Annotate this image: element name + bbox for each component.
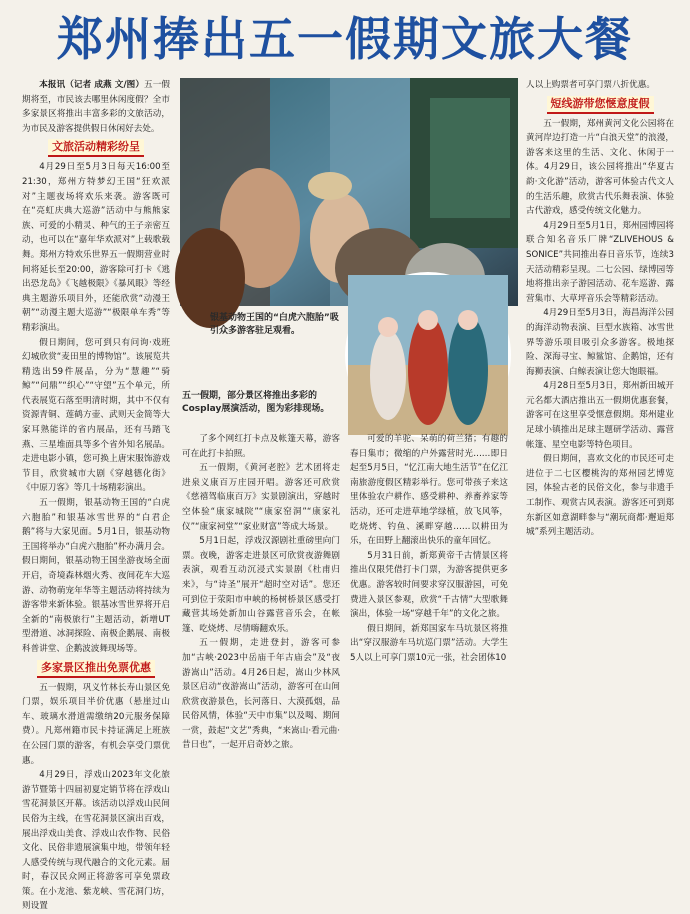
paragraph: 4月28日至5月3日，郑州新田城开元名都大酒店推出五一假期优惠套餐，游客可在这里享受惬意假期。郑州建业足球小镇推出足球主题研学活动、露营帐篷、星空电影等特色项目。 (526, 381, 674, 450)
lead-text: 五一假期将至，市民该去哪里休闲度假？全市多家景区将推出丰富多彩的文旅活动，为市民及游客提供假日休闲好去处。 (22, 80, 170, 134)
paragraph: 可爱的羊驼、呆萌的荷兰猪；有趣的春日集市；微缩的户外露营时光……即日起至5月5日，“忆江南大地生活节”在亿江南旅游度假区精彩举行。您可带孩子来这里体验农户耕作、感受耕种、养畜养家等活动，还可走进草地学绿植，放飞风筝，吃烧烤、钓鱼、溪畔穿越……以耕田为乐，在田野上翻滚出快乐的童年回忆。 (350, 434, 508, 547)
column-2 (182, 432, 340, 751)
paragraph: 假日期间，喜欢文化的市民还可走进位于二七区樱桃沟的郑州园艺博览园，体验古老的民俗文化，参与非遗手工制作、观赏古风表演。游客还可到郑东新区如意湖畔参与“潮玩商都·邂逅郑城”系列主题活动。 (526, 454, 674, 538)
paragraph: 4月29日至5月3日每天16:00至21:30，郑州方特梦幻王国“狂欢派对”主题夜场将欢乐来袭。游客既可在“亮虹庆典大巡游”活动中与熊熊家族、可爱的小精灵、种气的王子亲密互动，也可以在“嘉年华欢派对”上载歌载舞。郑州方特欢乐世界五一假期营业时间将延长至20:00，游客除可打卡《逃出恐龙岛》《飞越极限》《暴风眼》等经典主题游乐项目外，还能欣赏“动漫王朝”“动漫主题大巡游”“极限单车秀”等精彩演出。 (22, 162, 170, 333)
photo-zoo-caption: 银基动物王国的“白虎六胞胎”吸引众多游客驻足观看。 (210, 313, 339, 336)
paragraph: 人以上购票者可享门票八折优惠。 (526, 80, 655, 90)
photo-zoo-visitors (180, 78, 518, 306)
paragraph: 4月29日，浮戏山2023年文化旅游节暨第十四届初夏定销节将在浮戏山雪花洞景区开幕。该活动以浮戏山民间民俗为主线，在雪花洞景区演出百戏，展出浮戏山美食、浮戏山农作物、民俗文化、民俗非遗展演集中地，带领年轻人感受传统与现代融合的文化元素。届时，春汉民众网正将游客可享免票政策。在小龙池、紫龙峡、雪花洞门坊，则设置 (22, 770, 170, 912)
paragraph: 假日期间，新郑国家车马坑景区将推出“穿汉服游车马坑巡门票”活动。大学生5人以上可享门票10元一张，社会团体10 (350, 623, 508, 663)
paragraph: 五一假期，巩义竹林长寿山景区免门票，娱乐项目半价优惠（悬崖过山车、玻璃水滑道需缴纳20元服务保障费）。凡郑州籍市民卡持证满足上班族在公园门票的游客，有机会享受门票优惠。 (22, 682, 170, 766)
lead-paragraph (22, 78, 170, 136)
headline-block (0, 0, 690, 72)
photo-zoo-visitors-image (180, 78, 518, 306)
paragraph: 假日期间，您可到只有问询·戏班幻城欣赏“麦田里的博物馆”。该展览共精选出59件展品，分为“慧趣”“骑鲸”“问鼎”“织心”“守望”五个单元，所代表展览石落至明清时期，其中不仅有资源青铜、莲鹤方壶、武则天金简等大家耳熟能详的省内展品，还有马踏飞燕、三星堆面具等多个省外知名展品。走进电影小镇，您可换上唐宋服饰游戏节目，欣赏城市大剧《穿越德化街》《中原刀客》等几十场精彩演出。 (22, 337, 170, 494)
paragraph: 五一假期，走进登封，游客可参加“古峡·2023中岳庙千年古庙会”及“夜游嵩山”活动。4月26日起，嵩山少林风景区启动“夜游嵩山”活动，游客可在山间欣赏夜游景色，长河落日、大漠孤烟，品民俗风情，体验“天中市集”以及喝、期间一赏，鼓起“文艺”秀典，“来嵩山·看元曲·昔日也”，一起开启奇妙之旅。 (182, 638, 340, 751)
paragraph: 五一假期，郑州黄河文化公园将在黄河岸边打造一片“白浪天堂”的浪漫，游客来这里的生活、文化、休闲于一体。4月29日，该公园将推出“华夏古韵·文化游”活动，游客可体验古代文人的生活乐趣，欣赏古代乐舞表演、体验古代游戏，感受传统文化魅力。 (526, 118, 674, 217)
paragraph: 了多个网红打卡点及帐篷天幕，游客可在此打卡拍照。 (182, 434, 340, 459)
paragraph: 4月29日至5月1日，郑州园博园将联合知名音乐厂牌“ZLIVEHOUS & SONICE”共同推出春日音乐节，连续3天活动精彩呈现。二七公园、绿博园等地将推出亲子游园活动、花车巡游、露营集市、大草坪音乐会等精彩活动。 (526, 220, 674, 304)
paragraph: 5月1日起，浮戏汉源剧社重磅里向门票。夜晚，游客走进景区可欣赏夜游舞剧表演，观看互动沉浸式实景剧《杜甫归来》，与“诗圣”展开“超时空对话”。您还可到位于荥阳市申峡的杨树桥景区感受打藏营其场处新加山谷露营音乐会，在帐篷、吃烧烤、尽情嗨翻欢乐。 (182, 536, 340, 634)
headline: 郑州捧出五一假期文旅大餐 (57, 12, 633, 66)
column-1 (22, 78, 170, 912)
subhead-free-tickets-text: 多家景区推出免票优惠 (37, 660, 155, 678)
column-3 (350, 432, 508, 690)
photo-cosplay-caption: 五一假期，部分景区将推出多彩的Cosplay展演活动，图为彩排现场。 (182, 391, 330, 414)
photo-cosplay (345, 272, 511, 438)
subhead-short-trips (526, 96, 674, 114)
paragraph: 4月29日至5月3日，海昌海洋公园的海洋动物表演、巨型水族箱、冰雪世界等游乐项目吸引众多游客。极地探险、深海寻宝、鲸鲨馆、企鹅馆，还有海狮表演、白鲸表演让您大饱眼福。 (526, 308, 674, 377)
paragraph: 五一假期，《黄河老腔》艺术团将走进泉义康百万庄园开唱。游客还可欣赏《慈禧驾临康百万》实景剧演出，穿越时空体验“康家城院”“康家窑洞”“康家礼仪”“康家祠堂”“家业财富”等成大场景。 (182, 463, 340, 532)
paragraph: 五一假期，银基动物王国的“白虎六胞胎”和银基冰雪世界的“白君企鹅”将与大家见面。5月1日，银基动物王国将举办“白虎六胞胎”杯办满月会。假日期间，银基动物王国坐游夜场全面开启，奇境森林烟火秀、夜间花车大巡游、动物萌宠年华等主题活动将持续为游客带来新体验。银基冰雪世界将开启全新的“南极旅行”主题活动，新增UT型滑道、冰洞探险、南极企鹅展、南极科普讲堂、企鹅波波舞现场等。 (22, 498, 170, 654)
column-4 (526, 78, 674, 690)
subhead-free-tickets (22, 660, 170, 678)
subhead-activities (22, 139, 170, 157)
subhead-activities-text: 文旅活动精彩纷呈 (48, 139, 144, 157)
lead-tag: 本报讯（记者 成燕 文/图） (39, 80, 145, 90)
photo-cosplay-image (348, 275, 508, 435)
subhead-short-trips-text: 短线游带您惬意度假 (547, 96, 654, 114)
paragraph: 5月31日前，新郑黄帝千古情景区将推出仅限凭借打卡门票，为游客提供更多优惠。游客较时间要求穿汉服游园，可免费进入景区参观，欣赏“千古情”大型歌舞演出，体验一场“穿越千年”的文化之旅。 (350, 550, 508, 620)
